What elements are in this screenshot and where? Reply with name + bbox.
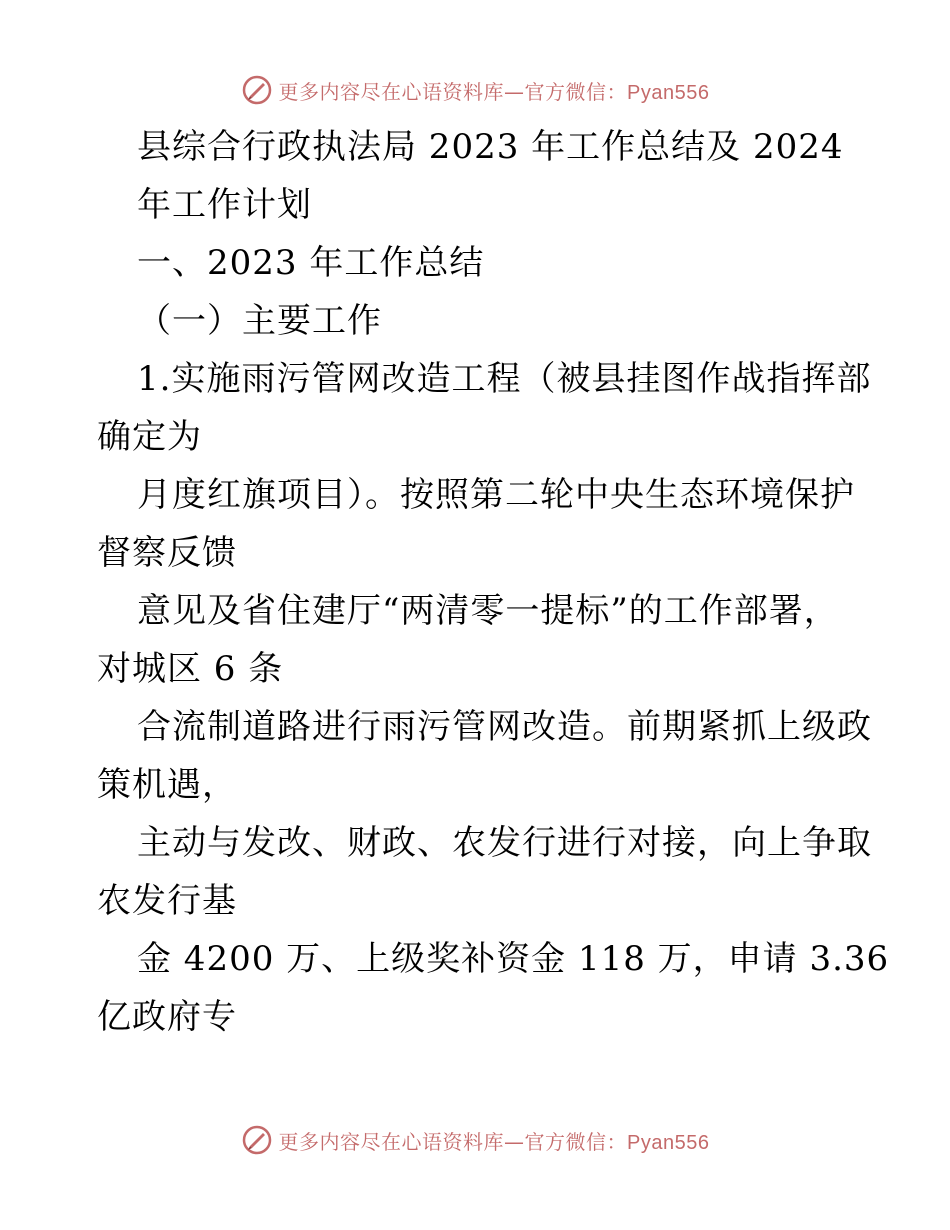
document-line: 月度红旗项目）。按照第二轮中央生态环境保护 (137, 475, 855, 515)
watermark-wechat-id: Pyan556 (627, 81, 710, 104)
document-line: 确定为 (97, 417, 202, 457)
document-line: 对城区 6 条 (97, 649, 284, 689)
document-line: 主动与发改、财政、农发行进行对接，向上争取 (137, 823, 872, 863)
watermark-footer (0, 1120, 950, 1160)
document-line: 合流制道路进行雨污管网改造。前期紧抓上级政 (137, 707, 872, 747)
quill-pen-logo-icon (241, 74, 273, 106)
document-line: 督察反馈 (97, 533, 237, 573)
document-body (97, 118, 890, 1046)
watermark-wechat-id: Pyan556 (627, 1131, 710, 1154)
document-line: 亿政府专 (97, 997, 237, 1037)
document-line: 一、2023 年工作总结 (137, 243, 485, 283)
watermark-header (0, 70, 950, 110)
document-line: （一）主要工作 (137, 301, 382, 341)
quill-pen-logo-icon (241, 1124, 273, 1156)
document-line: 策机遇， (97, 765, 237, 805)
document-line: 1.实施雨污管网改造工程（被县挂图作战指挥部 (137, 359, 872, 399)
watermark-text: 更多内容尽在心语资料库—官方微信：Pyan556 (278, 1129, 710, 1154)
watermark-text: 更多内容尽在心语资料库—官方微信：Pyan556 (278, 79, 710, 104)
document-line: 县综合行政执法局 2023 年工作总结及 2024 (137, 127, 844, 167)
document-line: 金 4200 万、上级奖补资金 118 万，申请 3.36 (137, 939, 890, 979)
document-line: 意见及省住建厅“两清零一提标”的工作部署， (137, 591, 839, 631)
document-line: 年工作计划 (137, 185, 312, 225)
document-line: 农发行基 (97, 881, 237, 921)
